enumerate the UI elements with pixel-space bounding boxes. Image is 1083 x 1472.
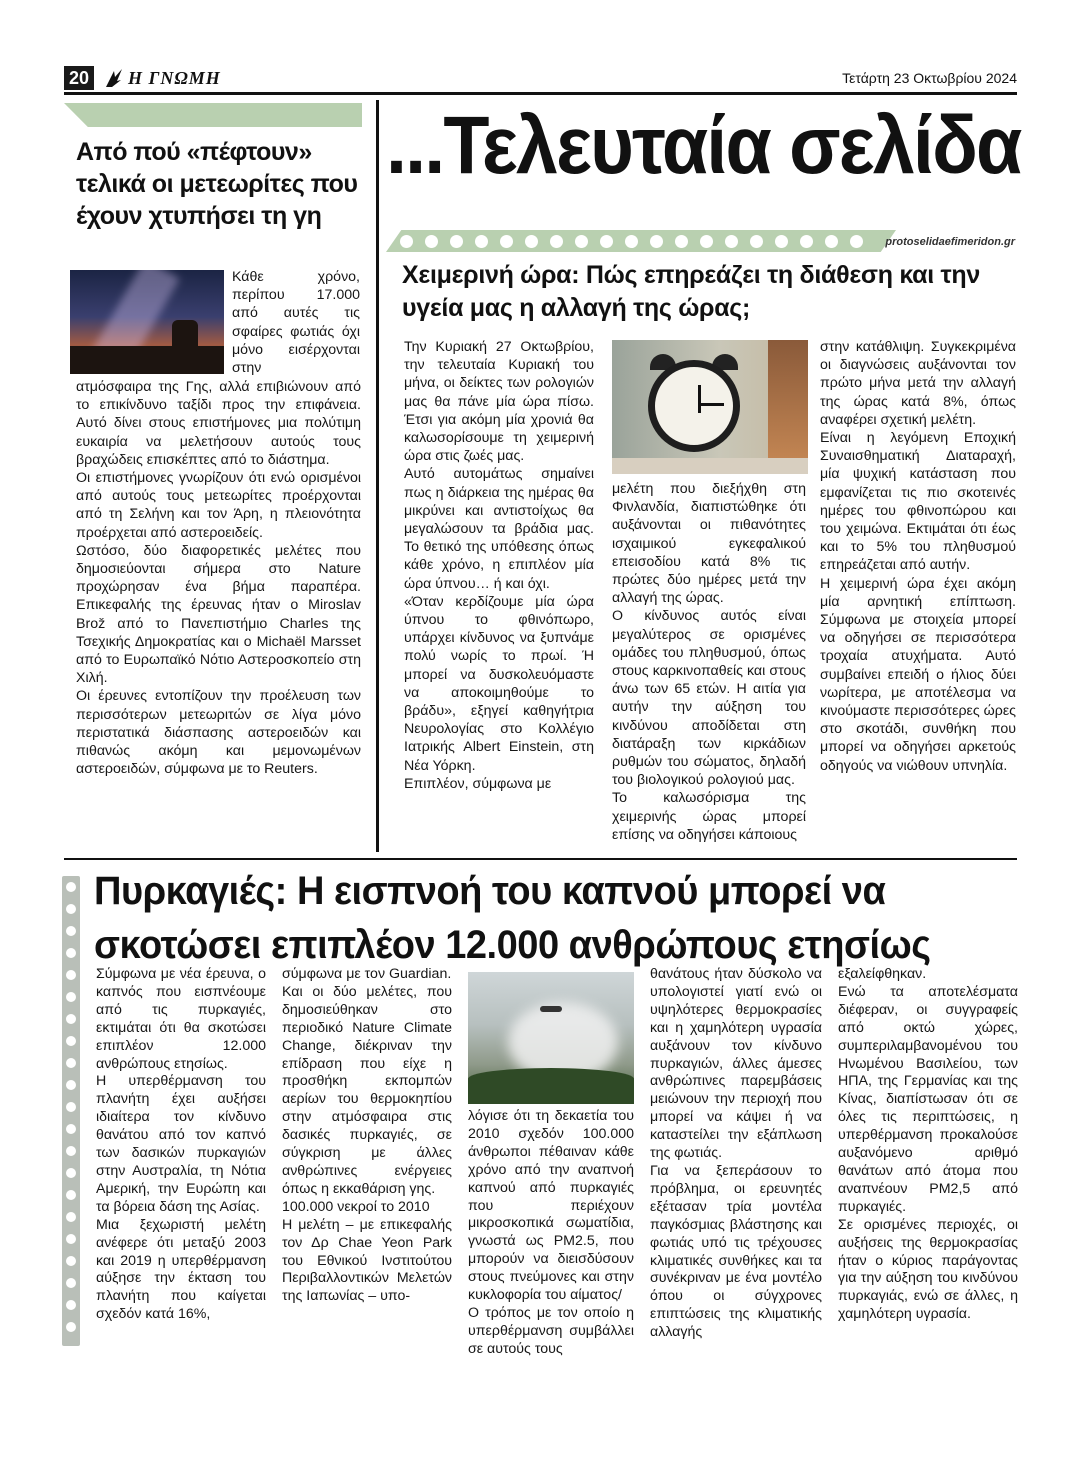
winter-article-column-1 (404, 338, 594, 793)
alarm-clock-photo (612, 340, 808, 474)
body-paragraph: Ενώ τα αποτελέσματα διέφεραν, οι συγγραφείς από οκτώ χώρες, συμπεριλαμβανομένου του Ηνωμένου Βασιλείου, των ΗΠΑ, της Γερμανίας και της Κίνας, διαπίστωσαν ότι σε όλες τις περιπτώσεις, η υπερθέρμανση προκαλούσε αυξανόμενο αριθμό θανάτων από άτομα που αναπνέουν PM2,5 από πυρκαγιές. (838, 983, 1018, 1215)
body-paragraph: Η υπερθέρμανση του πλανήτη έχει αυξήσει ιδιαίτερα τον κίνδυνο θανάτου από τον καπνό των δασικών πυρκαγιών στην Αυστραλία, τη Νότια Αμερική, την Ευρώπη και τα βόρεια δάση της Ασίας. (96, 1073, 266, 1215)
bird-icon (104, 67, 124, 89)
subheading: 100.000 νεκροί το 2010 (282, 1198, 430, 1215)
header-rule (64, 92, 1017, 95)
body-paragraph: Ωστόσο, δύο διαφορετικές μελέτες που δημοσιεύονται σήμερα στο Nature προχώρησαν ένα βήμα παραπέρα. Επικεφαλής της έρευνας ήταν ο Miroslav Brož από το Πανεπιστήμιο Charles της Τσεχικής Δημοκρατίας και ο Michaël Marsset από το Ευρωπαϊκό Νότιο Αστεροσκοπείο στη Χιλή. (76, 542, 361, 687)
column-divider (376, 100, 379, 852)
site-watermark: protoselidaefimeridon.gr (885, 236, 1015, 248)
winter-article-column-2 (612, 480, 806, 844)
body-paragraph: Αυτό αυτομάτως σημαίνει πως η διάρκεια της ημέρας θα μικρύνει και αντιστοίχως θα μεγαλώσουν τα βράδια μας. Το θετικό της υπόθεσης όπως κάθε χρόνο, η επιπλέον μία ώρα ύπνου… ή και όχι. (404, 466, 594, 592)
body-paragraph: Ο τρόπος με τον οποίο η υπερθέρμανση συμβάλλει σε αυτούς τους (468, 1304, 634, 1357)
body-paragraph: Την Κυριακή 27 Οκτωβρίου, την τελευταία Κυριακή του μήνα, οι δείκτες των ρολογιών μας θα πάνε μία ώρα πίσω. Έτσι για ακόμη μία χρονιά θα καλωσορίσουμε τη χειμερινή ώρα στις ζωές μας. (404, 339, 594, 465)
body-paragraph: εξαλείφθηκαν. (838, 966, 927, 982)
meteor-article-intro (232, 268, 360, 377)
winter-article-title: Χειμερινή ώρα: Πώς επηρεάζει τη διάθεση και την υγεία μας η αλλαγή της ώρας; (402, 261, 980, 322)
film-strip-decoration (62, 876, 80, 1346)
fire-article-column-2 (282, 966, 452, 1306)
body-paragraph: λόγισε ότι τη δεκαετία του 2010 σχεδόν 100.000 άνθρωποι πέθαιναν κάθε χρόνο από την αναπνοή καπνού από πυρκαγιές που περιέχουν μικροσκοπικά σωματίδια, γνωστά ως PM2.5, που μπορούν να διεισδύσουν στους πνεύμονες και στην κυκλοφορία του αίματος/ (468, 1108, 634, 1304)
body-paragraph: Επιπλέον, σύμφωνα με (404, 775, 552, 792)
body-paragraph: «Όταν κερδίζουμε μία ώρα ύπνου το φθινόπωρο, υπάρχει κίνδυνος να ξυπνάμε πολύ νωρίς το πρωί. Ή μπορεί να δυσκολευόμαστε να αποκοιμηθούμε το βράδυ», εξηγεί καθηγήτρια Νευρολογίας στο Κολλέγιο Ιατρικής Albert Einstein, στη Νέα Υόρκη. (404, 593, 594, 774)
body-paragraph: Σε ορισμένες περιοχές, οι αυξήσεις της θερμοκρασίας ήταν ο κύριος παράγοντας για την αύξηση του κινδύνου πυρκαγιάς, ενώ σε άλλες, η χαμηλότερη υγρασία. (838, 1216, 1018, 1323)
body-paragraph: Οι επιστήμονες γνωρίζουν ότι ενώ ορισμένοι από αυτούς τους μετεωρίτες προέρχονται από τη Σελήνη και τον Άρη, η πλειονότητα προέρχεται από αστεροειδείς. (76, 470, 361, 541)
paper-logo (104, 66, 221, 90)
section-title: ...Τελευταία σελίδα (386, 100, 1021, 191)
night-sky-photo (70, 270, 224, 374)
body-paragraph: Και οι δύο μελέτες, που δημοσιεύθηκαν στο περιοδικό Nature Climate Change, διέκριναν την επίδραση που είχε η προσθήκη εκπομπών αερίων του θερμοκηπίου στην ατμόσφαιρα στις δασικές πυρκαγιές, σε σύγκριση με άλλες ανθρώπινες ενέργειες όπως η εκκαθάριση γης. (282, 983, 452, 1197)
meteor-article-body (76, 378, 361, 778)
body-paragraph: Η μελέτη – με επικεφαλής τον Δρ Chae Yeon Park του Εθνικού Ινστιτούτου Περιβαλλοντικών Μελετών της Ιαπωνίας – υπο- (282, 1216, 452, 1305)
body-paragraph: στην κατάθλιψη. Συγκεκριμένα οι διαγνώσεις αυξάνονται τον πρώτο μήνα μετά την αλλαγή της ώρας κατά 8%, όπως αναφέρει σχετική μελέτη. (820, 339, 1016, 428)
section-rule (64, 858, 1017, 860)
accent-band (64, 103, 362, 127)
body-paragraph: Για να ξεπεράσουν το πρόβλημα, οι ερευνητές εξέτασαν τρία μοντέλα παγκόσμιας βλάστησης και φωτιάς υπό τις τρέχουσες κλιματικές συνθήκες και τα συνέκριναν με ένα μοντέλο όπου οι σύγχρονες επιπτώσεις της κλιματικής αλλαγής (650, 1162, 822, 1341)
dots-band (386, 230, 896, 252)
body-paragraph: ατμόσφαιρα της Γης, αλλά επιβιώνουν από το επικίνδυνο ταξίδι προς την επιφάνεια. Αυτό δίνει στους επιστήμονες μια πολύτιμη ευκαιρία να μελετήσουν αυτούς τους βραχώδεις επισκέπτες από το διάστημα. (76, 379, 361, 468)
body-paragraph: Οι έρευνες εντοπίζουν την προέλευση των περισσότερων μετεωριτών σε λίγα μόνο περιστατικά διάσπασης αστεροειδών και πιθανώς ακόμη και μεμονωμένων αστεροειδών, σύμφωνα με το Reuters. (76, 688, 361, 778)
body-paragraph: Ο κίνδυνος αυτός είναι μεγαλύτερος σε ορισμένες ομάδες του πληθυσμού, όπως στους καρκινοπαθείς και στους άνω των 65 ετών. Η αιτία για αυτήν την αύξηση του κινδύνου αποδίδεται στη διατάραξη των κιρκάδιων ρυθμών του σώματος, δηλαδή του βιολογικού ρολογιού μας. (612, 608, 806, 789)
fire-article-column-1 (96, 966, 266, 1324)
paper-name: Η ΓΝΩΜΗ (128, 67, 221, 88)
intro-paragraph: Κάθε χρόνο, περίπου 17.000 από αυτές τις σφαίρες φωτιάς όχι μόνο εισέρχονται στην (232, 269, 360, 377)
body-paragraph: μελέτη που διεξήχθη στη Φινλανδία, διαπιστώθηκε ότι αυξάνονται οι πιθανότητες ισχαιμικού εγκεφαλικού επεισοδίου κατά 8% τις πρώτες δύο ημέρες μετά την αλλαγή της ώρας. (612, 481, 806, 607)
body-paragraph: Η χειμερινή ώρα έχει ακόμη μία αρνητική επίπτωση. Σύμφωνα με στοιχεία μπορεί να οδηγήσει σε περισσότερα τροχαία ατυχήματα. Αυτό συμβαίνει επειδή ο ήλιος δύει νωρίτερα, με αποτέλεσμα να κινούμαστε περισσότερες ώρες στο σκοτάδι, συνθήκη που μπορεί να οδηγήσει αρκετούς οδηγούς να νιώθουν υπνηλία. (820, 575, 1016, 774)
wildfire-helicopter-photo (468, 972, 634, 1104)
fire-article-column-5 (838, 966, 1018, 1324)
body-paragraph: θανάτους ήταν δύσκολο να υπολογιστεί γιατί ενώ οι υψηλότερες θερμοκρασίες και η χαμηλότερη υγρασία αυξάνουν τον κίνδυνο πυρκαγιών, άλλες άμεσες ανθρώπινες παρεμβάσεις μειώνουν την περιοχή που μπορεί να κάψει ή να καταστείλει την εξάπλωση της φωτιάς. (650, 966, 822, 1162)
fire-article-column-3 (468, 1108, 634, 1359)
winter-article-column-3 (820, 338, 1016, 775)
fire-article-column-4 (650, 966, 822, 1342)
body-paragraph: Είναι η λεγόμενη Εποχική Συναισθηματική Διαταραχή, μία ψυχική κατάσταση που εμφανίζεται τις πιο σκοτεινές ημέρες του φθινοπώρου και του χειμώνα. Εκτιμάται ότι έως και το 5% του πληθυσμού επηρεάζεται από αυτήν. (820, 430, 1016, 574)
body-paragraph: σύμφωνα με τον Guardian. (282, 966, 452, 982)
body-paragraph: Μια ξεχωριστή μελέτη ανέφερε ότι μεταξύ 2003 και 2019 η υπερθέρμανση αύξησε την έκταση του πλανήτη που καίγεται σχεδόν κατά 16%, (96, 1216, 266, 1323)
meteor-article-title: Από πού «πέφτουν» τελικά οι μετεωρίτες που έχουν χτυπήσει τη γη (76, 138, 358, 230)
page-number: 20 (64, 66, 94, 90)
issue-date: Τετάρτη 23 Οκτωβρίου 2024 (842, 70, 1017, 86)
body-paragraph: Το καλωσόρισμα της χειμερινής ώρας μπορεί επίσης να οδηγήσει κάποιους (612, 790, 806, 843)
body-paragraph: Σύμφωνα με νέα έρευνα, ο καπνός που εισπνέουμε από τις πυρκαγιές, εκτιμάται ότι θα σκοτώσει επιπλέον 12.000 ανθρώπους ετησίως. (96, 966, 266, 1072)
fire-article-title: Πυρκαγιές: Η εισπνοή του καπνού μπορεί να σκοτώσει επιπλέον 12.000 ανθρώπους ετησίως (94, 869, 931, 967)
